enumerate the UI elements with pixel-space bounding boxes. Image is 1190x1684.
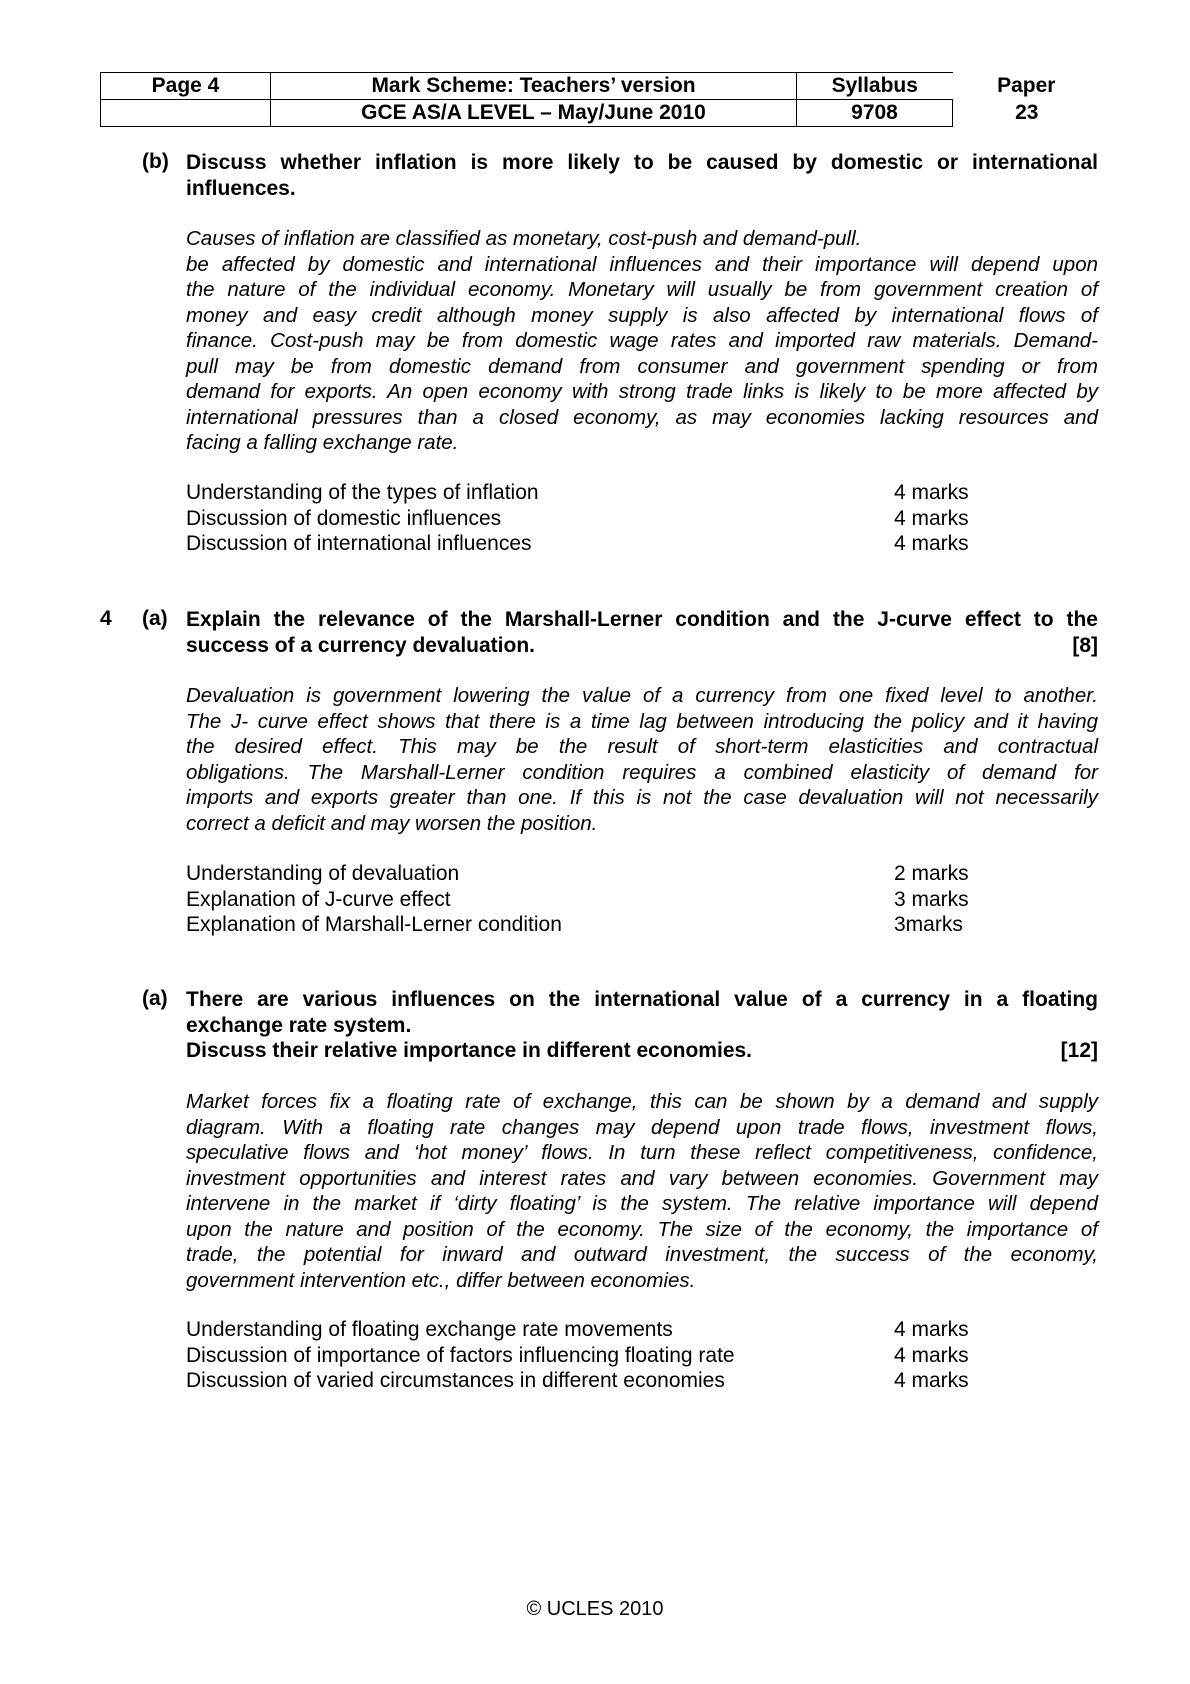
mark-row (186, 1343, 1006, 1369)
q4b-mark-list (186, 1317, 1006, 1394)
q4a-question-line: Explain the relevance of the Marshall-Lerner condition and the J-curve effect to the (186, 608, 1098, 631)
q4b-answer (186, 1089, 1098, 1293)
header-exam: GCE AS/A LEVEL – May/June 2010 (271, 100, 797, 127)
header-page: Page 4 (101, 73, 271, 100)
mark-row (186, 912, 1006, 938)
q4b-part-label: (a) (142, 987, 168, 1010)
q3b-answer-line: the nature of the individual economy. Monetary will usually be from government creation of (186, 278, 1098, 301)
q4a-mark-list (186, 861, 1006, 938)
q4a-answer-line: the desired effect. This may be the result of short-term elasticities and contractual (186, 735, 1098, 758)
header-blank-cell (101, 100, 271, 127)
q4a-answer-line: Devaluation is government lowering the value of a currency from one fixed level to another. (186, 684, 1098, 707)
mark-criterion: Explanation of J-curve effect (186, 887, 451, 911)
mark-value: 4 marks (894, 1318, 969, 1341)
q3b-answer-line: be affected by domestic and international influences and their importance will depend upon (186, 252, 1098, 276)
q4b-total-marks: [12] (1060, 1039, 1098, 1062)
mark-row (186, 531, 1006, 557)
q3b-answer-line: international pressures than a closed economy, as may economies lacking resources and (186, 405, 1098, 429)
mark-value: 4 marks (894, 1343, 969, 1367)
q4b-question-line: exchange rate system. (186, 1013, 412, 1037)
q4b-answer-line: government intervention etc., differ between economies. (186, 1268, 696, 1292)
q3b-answer-line: Causes of inflation are classified as monetary, cost-push and demand-pull. (186, 227, 862, 250)
mark-criterion: Discussion of domestic influences (186, 506, 502, 530)
q4a-answer-line: correct a deficit and may worsen the position. (186, 811, 598, 835)
mark-row (186, 1317, 1006, 1343)
header-syllabus-label: Syllabus (797, 73, 953, 100)
q4a-question (186, 607, 1098, 658)
q4a-answer (186, 683, 1098, 836)
q3b-answer-line: finance. Cost-push may be from domestic wage rates and imported raw materials. Demand- (186, 329, 1098, 352)
q3b-mark-list (186, 480, 1006, 557)
mark-value: 4 marks (894, 481, 969, 504)
q4b-question-row (186, 1038, 1098, 1064)
q4b-answer-line: speculative flows and ‘hot money’ flows. In turn these reflect competitiveness, confidence, (186, 1141, 1098, 1164)
q4b-question (186, 987, 1098, 1064)
mark-row (186, 887, 1006, 913)
header-syllabus-code: 9708 (797, 100, 953, 127)
q4b-answer-line: Market forces fix a floating rate of exchange, this can be shown by a demand and supply (186, 1090, 1098, 1113)
q4a-answer-line: imports and exports greater than one. If this is not the case devaluation will not necessarily (186, 786, 1098, 809)
q4b-answer-line: trade, the potential for inward and outward investment, the success of the economy, (186, 1243, 1098, 1266)
header-paper-label: Paper (997, 74, 1056, 97)
q4b-answer-line: diagram. With a floating rate changes may depend upon trade flows, investment flows, (186, 1115, 1098, 1139)
q4b-question-line: There are various influences on the international value of a currency in a floating (186, 988, 1098, 1011)
header-title: Mark Scheme: Teachers’ version (271, 73, 797, 100)
mark-row (186, 1368, 1006, 1394)
q4-number: 4 (100, 607, 112, 630)
mark-criterion: Explanation of Marshall-Lerner condition (186, 913, 562, 936)
q4a-part-label: (a) (142, 607, 168, 630)
q4b-answer-line: upon the nature and position of the economy. The size of the economy, the importance of (186, 1217, 1098, 1241)
q4a-answer-line: obligations. The Marshall-Lerner condition requires a combined elasticity of demand for (186, 760, 1098, 784)
mark-row (186, 480, 1006, 506)
mark-value: 4 marks (894, 506, 969, 530)
q4a-total-marks: [8] (1072, 633, 1098, 657)
mark-criterion: Understanding of floating exchange rate movements (186, 1318, 673, 1341)
q4b-answer-line: investment opportunities and interest rates and vary between economies. Government may (186, 1166, 1098, 1190)
mark-row (186, 506, 1006, 532)
q4a-question-row (186, 633, 1098, 659)
q3b-question (186, 150, 1098, 201)
q4a-question-line: success of a currency devaluation. (186, 633, 535, 657)
mark-value: 4 marks (894, 1369, 969, 1392)
copyright-footer: © UCLES 2010 (526, 1598, 664, 1620)
q4b-answer-line: intervene in the market if ‘dirty floating’ is the system. The relative importance will depend (186, 1192, 1098, 1215)
q4a-answer-line: The J- curve effect shows that there is a time lag between introducing the policy and it having (186, 709, 1098, 733)
q3b-answer-line: facing a falling exchange rate. (186, 431, 459, 454)
mark-criterion: Discussion of importance of factors influencing floating rate (186, 1343, 735, 1367)
q3b-question-line: Discuss whether inflation is more likely to be caused by domestic or international (186, 151, 1098, 174)
q3b-answer-line: pull may be from domestic demand from consumer and government spending or from (186, 354, 1098, 378)
mark-criterion: Discussion of varied circumstances in different economies (186, 1369, 725, 1392)
mark-criterion: Understanding of the types of inflation (186, 481, 539, 504)
q3b-answer (186, 226, 1098, 456)
mark-criterion: Discussion of international influences (186, 532, 532, 555)
mark-value: 2 marks (894, 862, 969, 885)
header-table (100, 72, 1101, 127)
q3b-question-line: influences. (186, 176, 296, 200)
mark-value: 3marks (894, 913, 963, 936)
q4b-question-line: Discuss their relative importance in different economies. (186, 1039, 753, 1062)
mark-value: 4 marks (894, 532, 969, 555)
mark-criterion: Understanding of devaluation (186, 862, 460, 885)
mark-row (186, 861, 1006, 887)
q3b-answer-line: money and easy credit although money supply is also affected by international flows of (186, 303, 1098, 327)
q3b-part-label: (b) (142, 150, 169, 173)
header-paper-number: 23 (1015, 101, 1039, 124)
mark-value: 3 marks (894, 887, 969, 911)
q3b-answer-line: demand for exports. An open economy with strong trade links is likely to be more affected by (186, 380, 1098, 403)
